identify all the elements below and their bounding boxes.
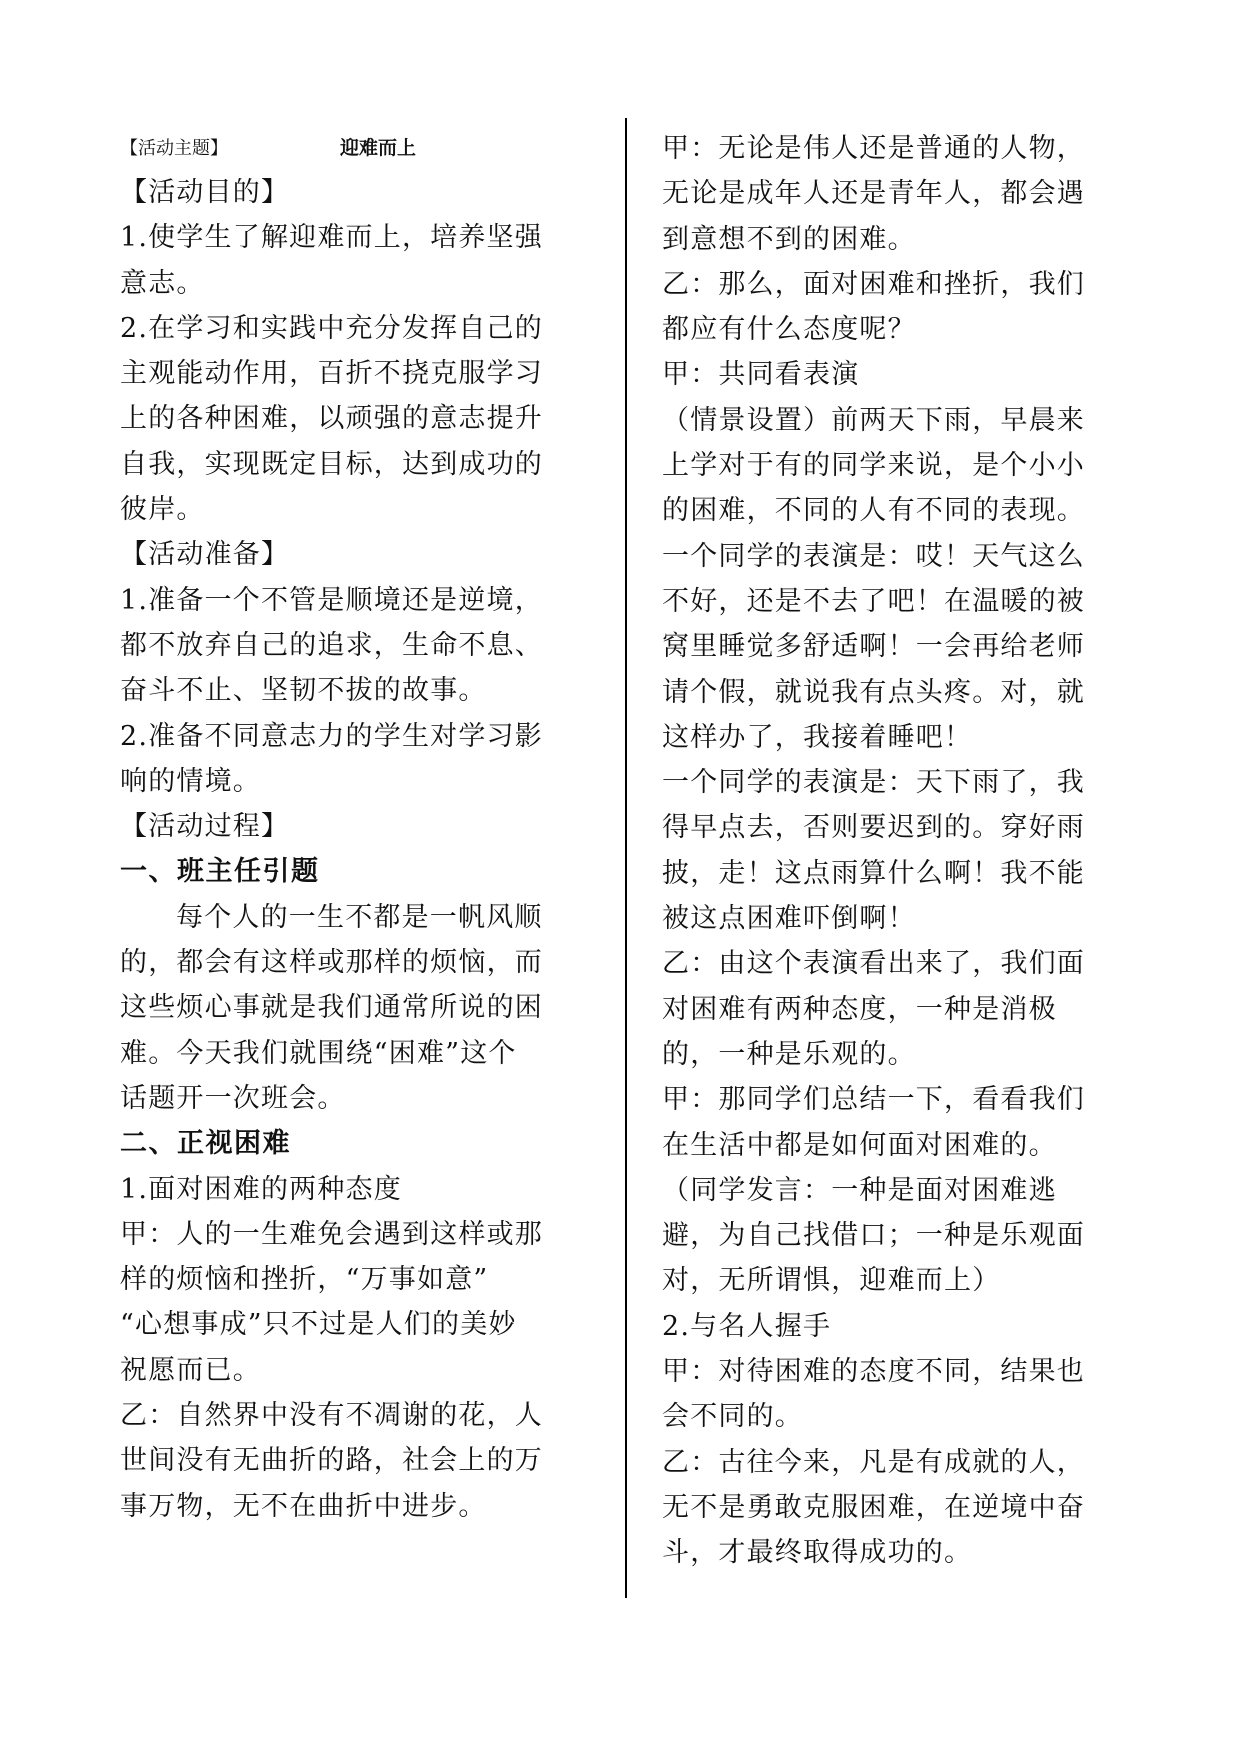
text-line: 乙：由这个表演看出来了，我们面	[662, 948, 1085, 980]
text-line: 【活动目的】	[120, 177, 290, 208]
text-line: 主观能动作用，百折不挠克服学习	[120, 358, 543, 390]
activity-topic-label: 【活动主题】	[120, 138, 228, 159]
text-line: 2.准备不同意志力的学生对学习影	[120, 720, 543, 752]
text-line: 【活动过程】	[120, 811, 290, 843]
text-line: 会不同的。	[662, 1401, 803, 1433]
text-line: 甲：那同学们总结一下，看看我们	[662, 1084, 1085, 1116]
text-line: 话题开一次班会。	[120, 1082, 346, 1114]
text-line: 2.在学习和实践中充分发挥自己的	[120, 312, 543, 344]
text-line: 窝里睡觉多舒适啊！一会再给老师	[662, 631, 1085, 663]
text-line: 每个人的一生不都是一帆风顺	[176, 901, 543, 933]
text-line: 甲：共同看表演	[662, 359, 860, 391]
text-line: 披，走！这点雨算什么啊！我不能	[662, 857, 1085, 889]
text-line: 一个同学的表演是：哎！天气这么	[662, 540, 1085, 572]
text-line: 对困难有两种态度，一种是消极	[662, 993, 1057, 1025]
text-line: 上学对于有的同学来说，是个小小	[662, 450, 1085, 482]
text-line: 的困难，不同的人有不同的表现。	[662, 495, 1085, 527]
column-divider	[625, 118, 627, 1598]
text-line: 在生活中都是如何面对困难的。	[662, 1129, 1057, 1161]
left-column	[120, 126, 558, 1529]
text-line: 的，一种是乐观的。	[662, 1038, 916, 1070]
activity-topic-row	[120, 126, 558, 170]
text-line: 意志。	[120, 267, 205, 299]
text-line: 这些烦心事就是我们通常所说的困	[120, 992, 543, 1024]
text-line: 被这点困难吓倒啊！	[662, 903, 916, 935]
text-line: 难。今天我们就围绕“困难”这个	[120, 1037, 517, 1069]
text-line: 对，无所谓惧，迎难而上）	[662, 1265, 1001, 1297]
text-line: 都不放弃自己的追求，生命不息、	[120, 629, 543, 661]
text-line: 2.与名人握手	[662, 1310, 832, 1342]
section-heading: 二、正视困难	[120, 1128, 291, 1160]
text-line: 乙：那么，面对困难和挫折，我们	[662, 268, 1085, 300]
text-line: 无不是勇敢克服困难，在逆境中奋	[662, 1491, 1085, 1523]
text-line: 斗，才最终取得成功的。	[662, 1537, 973, 1569]
text-line: 彼岸。	[120, 494, 205, 526]
text-line: 上的各种困难，以顽强的意志提升	[120, 403, 543, 435]
section-heading: 一、班主任引题	[120, 856, 320, 888]
text-line: 避，为自己找借口；一种是乐观面	[662, 1220, 1085, 1252]
text-line: 不好，还是不去了吧！在温暖的被	[662, 585, 1085, 617]
text-line: 【活动准备】	[120, 539, 290, 571]
text-line: 甲：对待困难的态度不同，结果也	[662, 1356, 1085, 1388]
text-line: 自我，实现既定目标，达到成功的	[120, 448, 543, 480]
text-line: 这样办了，我接着睡吧！	[662, 721, 973, 753]
text-line: 乙：自然界中没有不凋谢的花，人	[120, 1400, 543, 1432]
text-line: 祝愿而已。	[120, 1354, 261, 1386]
text-line: 请个假，就说我有点头疼。对，就	[662, 676, 1085, 708]
text-line: 样的烦恼和挫折，“万事如意”	[120, 1264, 489, 1296]
text-line: 都应有什么态度呢？	[662, 314, 916, 346]
text-line: 奋斗不止、坚韧不拔的故事。	[120, 675, 487, 707]
text-line: 1.准备一个不管是顺境还是逆境，	[120, 584, 543, 616]
text-line: （情景设置）前两天下雨，早晨来	[662, 404, 1085, 436]
text-line: 1.使学生了解迎难而上，培养坚强	[120, 222, 543, 254]
left-text-block	[120, 170, 558, 1529]
text-line: 世间没有无曲折的路，社会上的万	[120, 1445, 543, 1477]
text-line: 甲：无论是伟人还是普通的人物，	[662, 133, 1085, 164]
text-line: （同学发言：一种是面对困难逃	[662, 1174, 1057, 1206]
text-line: “心想事成”只不过是人们的美妙	[120, 1309, 517, 1341]
text-line: 1.面对困难的两种态度	[120, 1173, 402, 1205]
text-line: 甲：人的一生难免会遇到这样或那	[120, 1218, 543, 1250]
right-column	[662, 126, 1108, 1576]
text-line: 响的情境。	[120, 765, 261, 797]
activity-topic-value: 迎难而上	[340, 137, 417, 159]
text-line: 乙：古往今来，凡是有成就的人，	[662, 1446, 1085, 1478]
text-line: 一个同学的表演是：天下雨了，我	[662, 767, 1085, 799]
text-line: 到意想不到的困难。	[662, 223, 916, 255]
text-line: 无论是成年人还是青年人，都会遇	[662, 178, 1085, 210]
right-text-block	[662, 126, 1108, 1576]
text-line: 得早点去，否则要迟到的。穿好雨	[662, 812, 1085, 844]
text-line: 的，都会有这样或那样的烦恼，而	[120, 947, 543, 979]
text-line: 事万物，无不在曲折中进步。	[120, 1490, 487, 1522]
